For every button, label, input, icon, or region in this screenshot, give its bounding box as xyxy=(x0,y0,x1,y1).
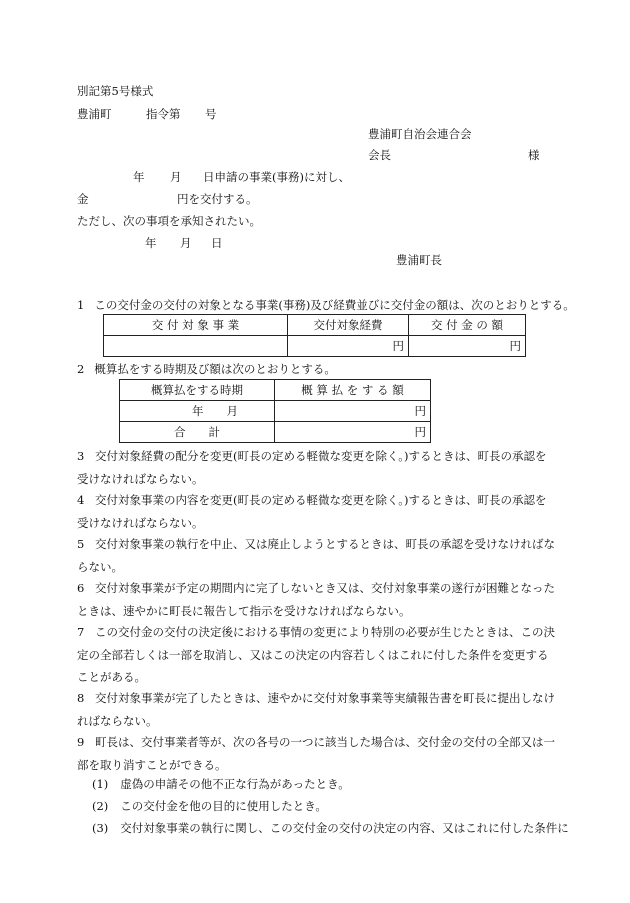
header-target-project: 交 付 対 象 事 業 xyxy=(104,315,288,336)
header-advance-timing: 概算払をする時期 xyxy=(120,380,275,401)
cell-target-project xyxy=(104,336,288,357)
item-1-text: この交付金の交付の対象となる事業(事務)及び経費並びに交付金の額は、次のとおりとする。 xyxy=(94,298,575,312)
header-grant-amount: 交 付 金 の 額 xyxy=(409,315,526,336)
item-7-number: 7 xyxy=(77,625,85,639)
form-label: 別記第5号様式 xyxy=(77,84,154,98)
cell-target-expense: 円 xyxy=(288,336,409,357)
date-tsuki: 月 xyxy=(180,236,192,250)
item-4-number: 4 xyxy=(77,493,85,507)
item-4 xyxy=(77,489,557,534)
item-2-number: 2 xyxy=(77,362,85,376)
subitem-2 xyxy=(92,798,327,814)
subitem-1-number: (1) xyxy=(92,777,109,791)
cell-year-month: 年 月 xyxy=(120,401,275,422)
addressee-title: 会長 xyxy=(368,148,391,162)
item-5-text: 交付対象事業の執行を中止、又は廃止しようとするときは、町長の承認を受けなければならない。 xyxy=(77,537,555,574)
item-5 xyxy=(77,533,557,578)
item-7-text: この交付金の交付の決定後における事情の変更により特別の必要が生じたときは、この決定の全部若しくは一部を取消し、又はこの決定の内容若しくはこれに付した条件を変更することがある。 xyxy=(77,625,555,685)
intro-tsuki: 月 xyxy=(170,170,182,184)
item-5-number: 5 xyxy=(77,537,85,551)
subitem-2-number: (2) xyxy=(92,799,109,813)
conditions-text: ただし、次の事項を承知されたい。 xyxy=(77,214,261,228)
cell-total-amount: 円 xyxy=(275,422,431,443)
item-8-text: 交付対象事業が完了したときは、速やかに交付対象事業等実績報告書を町長に提出しなければならない。 xyxy=(77,691,555,728)
subitem-3 xyxy=(92,820,569,836)
cell-advance-amount: 円 xyxy=(275,401,431,422)
cell-total-label: 合 計 xyxy=(120,422,275,443)
intro-nen: 年 xyxy=(133,170,145,184)
addressee-org: 豊浦町自治会連合会 xyxy=(368,127,472,141)
subitem-1 xyxy=(92,776,350,792)
item-2 xyxy=(77,361,336,377)
go-label: 号 xyxy=(205,107,217,121)
item-3 xyxy=(77,445,557,490)
item-6-text: 交付対象事業が予定の期間内に完了しないとき又は、交付対象事業の遂行が困難となったときは、速やかに町長に報告して指示を受けなければならない。 xyxy=(77,581,555,618)
advance-payment-table xyxy=(119,379,431,443)
item-9-number: 9 xyxy=(77,735,85,749)
sama-label: 様 xyxy=(528,148,540,162)
header-advance-amount: 概 算 払 を す る 額 xyxy=(275,380,431,401)
item-8 xyxy=(77,687,557,732)
item-3-number: 3 xyxy=(77,449,85,463)
item-6-number: 6 xyxy=(77,581,85,595)
item-6 xyxy=(77,577,557,622)
item-2-text: 概算払をする時期及び額は次のとおりとする。 xyxy=(94,362,336,376)
subitem-3-number: (3) xyxy=(92,821,109,835)
header-target-expense: 交付対象経費 xyxy=(288,315,409,336)
item-1-number: 1 xyxy=(77,298,85,312)
item-4-text: 交付対象事業の内容を変更(町長の定める軽微な変更を除く。)するときは、町長の承認を受けなければならない。 xyxy=(77,493,547,530)
item-8-number: 8 xyxy=(77,691,85,705)
subitem-2-text: この交付金を他の目的に使用したとき。 xyxy=(120,799,327,813)
item-7 xyxy=(77,621,557,689)
item-1 xyxy=(77,297,575,313)
cell-grant-amount: 円 xyxy=(409,336,526,357)
town-prefix: 豊浦町 xyxy=(77,107,112,121)
amount-text: 円を交付する。 xyxy=(177,192,258,206)
item-3-text: 交付対象経費の配分を変更(町長の定める軽微な変更を除く。)するときは、町長の承認を受けなければならない。 xyxy=(77,449,547,486)
item-9 xyxy=(77,731,557,776)
kin-label: 金 xyxy=(77,192,89,206)
signature: 豊浦町長 xyxy=(396,253,442,267)
grant-amount-table xyxy=(103,314,526,357)
date-hi: 日 xyxy=(211,236,223,250)
item-9-text: 町長は、交付事業者等が、次の各号の一つに該当した場合は、交付金の交付の全部又は一部を取り消すことができる。 xyxy=(77,735,555,772)
date-nen: 年 xyxy=(145,236,157,250)
subitem-1-text: 虚偽の申請その他不正な行為があったとき。 xyxy=(120,777,350,791)
subitem-3-text: 交付対象事業の執行に関し、この交付金の交付の決定の内容、又はこれに付した条件に xyxy=(120,821,569,835)
order-label: 指令第 xyxy=(146,107,181,121)
request-text: 日申請の事業(事務)に対し、 xyxy=(203,170,350,184)
